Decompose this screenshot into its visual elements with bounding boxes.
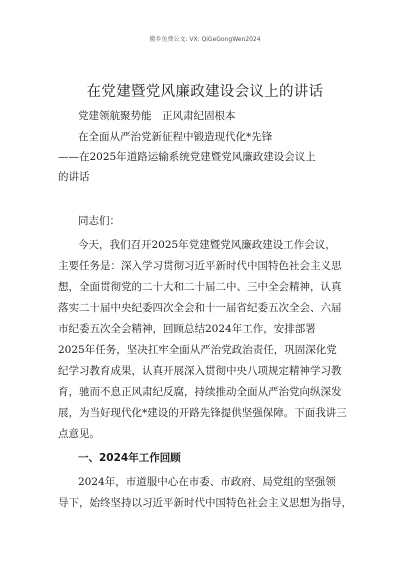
paragraph-line: 纪学习教育成果，认真开展深入贯彻中央八项规定精神学习教 bbox=[58, 365, 342, 377]
document-title: 在党建暨党风廉政建设会议上的讲话 bbox=[86, 84, 324, 100]
paragraph-line: 想，全面贯彻党的二十大和二十届二中、三中全会精神，认真 bbox=[58, 281, 342, 293]
paragraph-line: 导下，始终坚持以习近平新时代中国特色社会主义思想为指导， bbox=[58, 497, 352, 509]
paragraph-line: 2025年任务，坚决扛牢全面从严治党政治责任，巩固深化党 bbox=[58, 344, 337, 356]
subtitle-line-4: 的讲话 bbox=[58, 171, 90, 183]
subtitle-line-3: ——在2025年道路运输系统党建暨党风廉政建设会议上 bbox=[58, 151, 316, 163]
paragraph-line: 展，为当好现代化*建设的开路先锋提供坚强保障。下面我讲三 bbox=[58, 407, 347, 419]
salutation: 同志们： bbox=[78, 215, 120, 227]
section-heading: 一、2024年工作回顾 bbox=[78, 452, 181, 464]
paragraph-line: 点意见。 bbox=[58, 428, 100, 440]
subtitle-line-1: 党建领航聚势能 正风肃纪固根本 bbox=[78, 110, 236, 122]
paragraph-line: 主要任务是：深入学习贯彻习近平新时代中国特色社会主义思 bbox=[58, 260, 342, 272]
subtitle-line-2: 在全面从严治党新征程中锻造现代化*先锋 bbox=[78, 131, 273, 143]
paragraph-line: 育，驰而不息正风肃纪反腐，持续推动全面从严治党向纵深发 bbox=[58, 386, 342, 398]
paragraph-line: 今天，我们召开2025年党建暨党风廉政建设工作会议， bbox=[78, 239, 336, 251]
paragraph-line: 市纪委五次全会精神，回顾总结2024年工作，安排部署 bbox=[58, 323, 316, 335]
header-watermark: 搬乡免费公文: VX: QiGeGongWen2024 bbox=[149, 36, 261, 43]
paragraph-line: 落实二十届中央纪委四次全会和十一届省纪委五次全会、六届 bbox=[58, 302, 342, 314]
paragraph-line: 2024年，市道服中心在市委、市政府、局党组的坚强领 bbox=[78, 476, 336, 488]
